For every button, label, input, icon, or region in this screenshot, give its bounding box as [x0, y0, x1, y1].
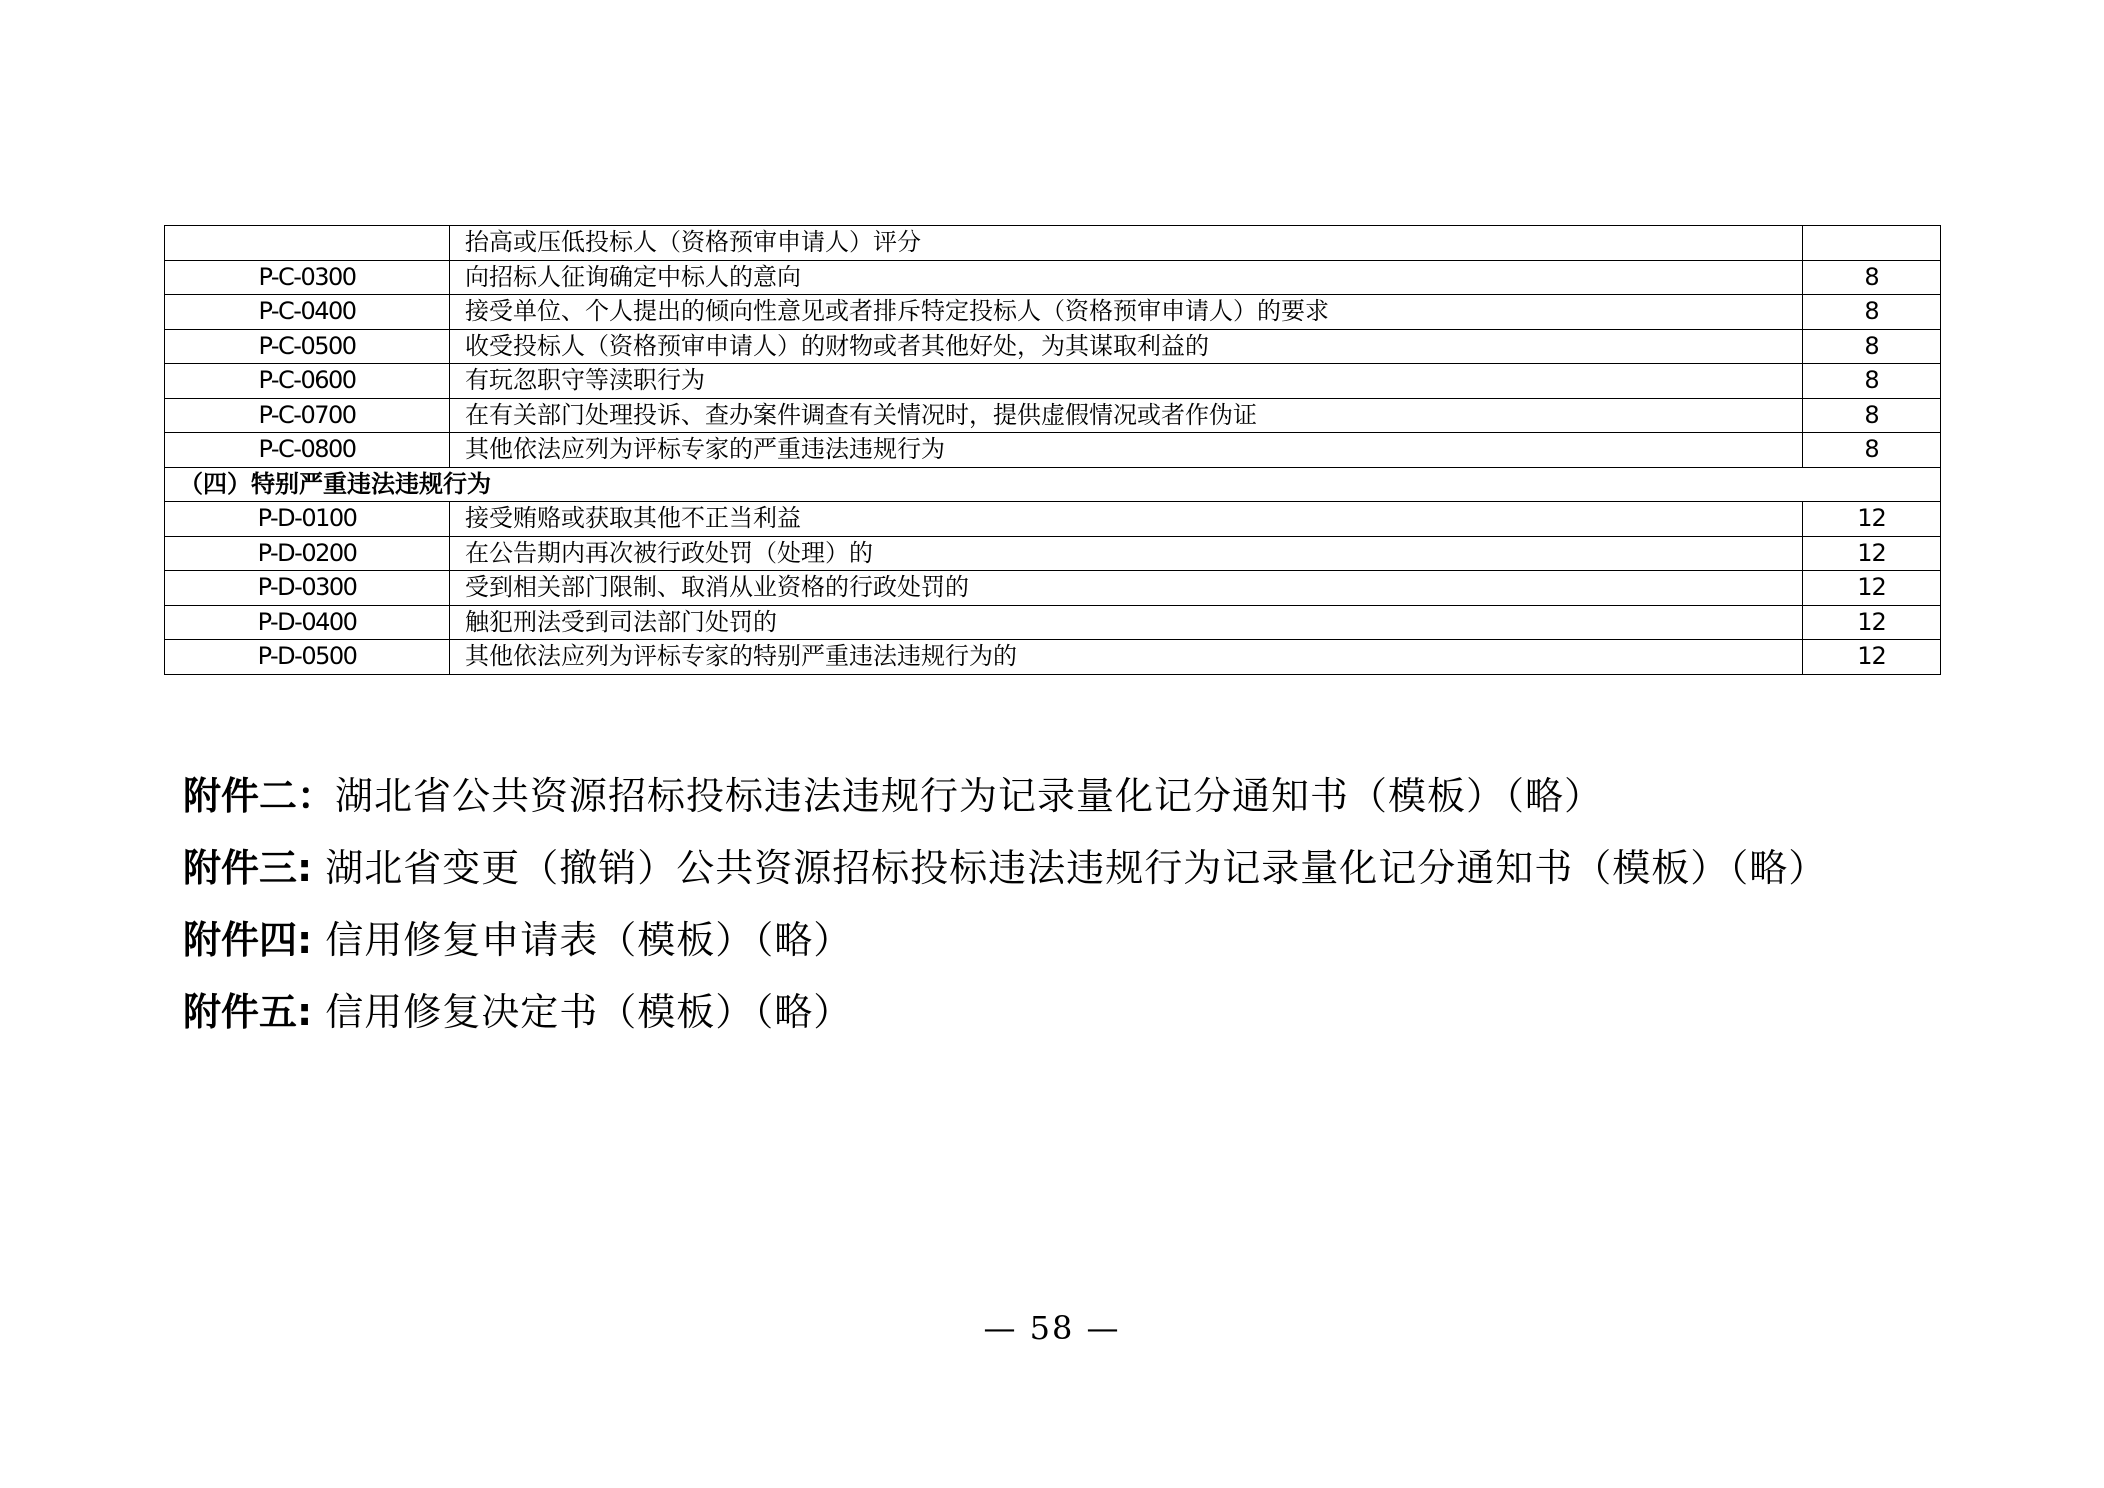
attachment-title: 湖北省变更（撤销）公共资源招标投标违法违规行为记录量化记分通知书（模板）（略）: [312, 846, 1828, 890]
violation-description: 在有关部门处理投诉、查办案件调查有关情况时，提供虚假情况或者作伪证: [450, 398, 1803, 433]
attachment-title: 信用修复申请表（模板）（略）: [312, 918, 853, 962]
violation-code: [165, 226, 450, 261]
violation-description: 触犯刑法受到司法部门处罚的: [450, 605, 1803, 640]
violation-code: P-D-0200: [165, 536, 450, 571]
attachment-item: [183, 976, 1933, 1048]
violation-score: 12: [1803, 536, 1941, 571]
table-row: [165, 295, 1941, 330]
violation-score: 8: [1803, 364, 1941, 399]
violation-description: 受到相关部门限制、取消从业资格的行政处罚的: [450, 571, 1803, 606]
attachment-item: [183, 904, 1933, 976]
violation-code: P-C-0300: [165, 260, 450, 295]
violation-score: 8: [1803, 433, 1941, 468]
violation-code: P-D-0100: [165, 502, 450, 537]
table-row: [165, 605, 1941, 640]
violation-score: 8: [1803, 398, 1941, 433]
violation-score: 8: [1803, 329, 1941, 364]
table-row: [165, 536, 1941, 571]
table-row: [165, 226, 1941, 261]
table-row: [165, 364, 1941, 399]
violation-score: 12: [1803, 571, 1941, 606]
attachment-title: 信用修复决定书（模板）（略）: [312, 990, 853, 1034]
violation-code: P-C-0600: [165, 364, 450, 399]
violation-description: 在公告期内再次被行政处罚（处理）的: [450, 536, 1803, 571]
violations-table-container: [164, 225, 1940, 675]
violation-code: P-C-0800: [165, 433, 450, 468]
violation-score: 8: [1803, 260, 1941, 295]
violation-code: P-D-0300: [165, 571, 450, 606]
table-row: [165, 640, 1941, 675]
table-row: [165, 260, 1941, 295]
violation-description: 向招标人征询确定中标人的意向: [450, 260, 1803, 295]
violation-description: 收受投标人（资格预审申请人）的财物或者其他好处，为其谋取利益的: [450, 329, 1803, 364]
violation-description: 其他依法应列为评标专家的严重违法违规行为: [450, 433, 1803, 468]
attachment-label: 附件四:: [183, 918, 313, 962]
attachment-item: [183, 832, 1933, 904]
attachments-list: [183, 760, 1933, 1048]
section-heading: （四）特别严重违法违规行为: [165, 467, 1941, 502]
violation-description: 接受贿赂或获取其他不正当利益: [450, 502, 1803, 537]
violation-description: 其他依法应列为评标专家的特别严重违法违规行为的: [450, 640, 1803, 675]
violation-description: 有玩忽职守等渎职行为: [450, 364, 1803, 399]
violation-score: 12: [1803, 640, 1941, 675]
attachment-label: 附件五:: [183, 990, 313, 1034]
violation-score: 12: [1803, 502, 1941, 537]
violation-code: P-D-0500: [165, 640, 450, 675]
attachment-title: 湖北省公共资源招标投标违法违规行为记录量化记分通知书（模板）（略）: [335, 774, 1604, 818]
table-row: [165, 571, 1941, 606]
violation-description: 接受单位、个人提出的倾向性意见或者排斥特定投标人（资格预审申请人）的要求: [450, 295, 1803, 330]
violation-score: 12: [1803, 605, 1941, 640]
violation-code: P-C-0500: [165, 329, 450, 364]
page-number: — 58 —: [983, 1309, 1121, 1347]
attachment-item: [183, 760, 1933, 832]
table-row: [165, 433, 1941, 468]
violation-score: 8: [1803, 295, 1941, 330]
attachment-label: 附件三:: [183, 846, 313, 890]
table-section-row: [165, 467, 1941, 502]
table-row: [165, 398, 1941, 433]
violation-description: 抬高或压低投标人（资格预审申请人）评分: [450, 226, 1803, 261]
violation-code: P-C-0700: [165, 398, 450, 433]
violations-table: [164, 225, 1941, 675]
table-row: [165, 502, 1941, 537]
table-row: [165, 329, 1941, 364]
violation-code: P-C-0400: [165, 295, 450, 330]
violation-code: P-D-0400: [165, 605, 450, 640]
violation-score: [1803, 226, 1941, 261]
attachment-label: 附件二：: [183, 774, 336, 818]
